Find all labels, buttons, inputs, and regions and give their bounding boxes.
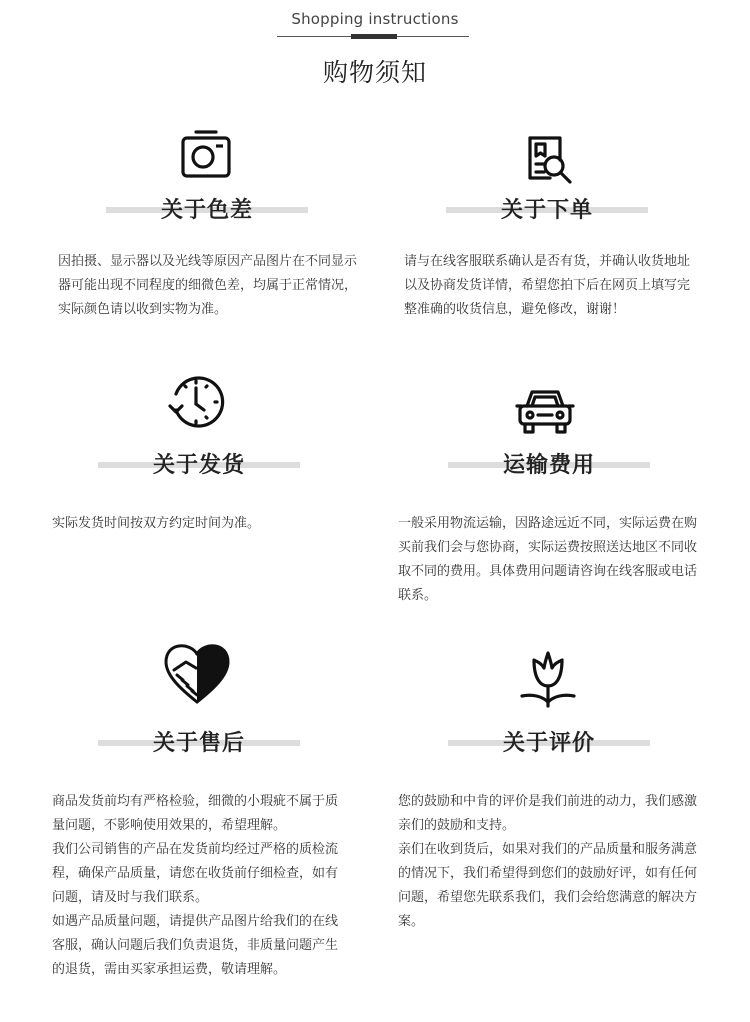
section-text-ordering [404, 250, 696, 322]
car-icon [515, 384, 575, 444]
page-title: 购物须知 [322, 58, 427, 87]
search-document-icon [520, 132, 580, 192]
section-paragraph: 一般采用物流运输，因路途远近不同，实际运费在购买前我们会与您协商，实际运费按照送达地区不同收取不同的费用。具体费用问题请咨询在线客服或电话联系。 [398, 516, 698, 603]
section-paragraph: 您的鼓励和中肯的评价是我们前进的动力，我们感激亲们的鼓励和支持。 [398, 794, 698, 833]
section-paragraph: 如遇产品质量问题，请提供产品图片给我们的在线客服，确认问题后我们负责退货，非质量问题产生的退货，需由买家承担运费，敬请理解。 [52, 914, 339, 977]
section-heading-color-diff: 关于色差 [160, 198, 253, 223]
section-text-shipping [52, 512, 352, 536]
section-text-color-diff [58, 250, 358, 322]
camera-icon [176, 126, 236, 186]
section-heading-freight: 运输费用 [502, 453, 595, 478]
section-heading-ordering: 关于下单 [500, 198, 593, 223]
section-paragraph: 商品发货前均有严格检验，细微的小瑕疵不属于质量问题，不影响使用效果的，希望理解。 [52, 794, 339, 833]
section-heading-shipping: 关于发货 [152, 453, 245, 478]
section-text-freight [398, 512, 698, 608]
section-text-reviews [398, 790, 698, 934]
tulip-icon [518, 648, 578, 708]
section-paragraph: 亲们在收到货后，如果对我们的产品质量和服务满意的情况下，我们希望得到您们的鼓励好评，如有任何问题，希望您先联系我们，我们会给您满意的解决方案。 [398, 842, 698, 929]
section-heading-after-sales: 关于售后 [152, 731, 245, 756]
section-heading-reviews: 关于评价 [502, 731, 595, 756]
section-paragraph: 我们公司销售的产品在发货前均经过严格的质检流程，确保产品质量，请您在收货前仔细检查，如有问题，请及时与我们联系。 [52, 842, 339, 905]
section-paragraph: 请与在线客服联系确认是否有货，并确认收货地址以及协商发货详情，希望您拍下后在网页上填写完整准确的收货信息，避免修改，谢谢！ [404, 254, 691, 317]
header-divider-accent [351, 34, 397, 39]
clock-icon [166, 372, 226, 432]
section-paragraph: 因拍摄、显示器以及光线等原因产品图片在不同显示器可能出现不同程度的细微色差，均属于正常情况，实际颜色请以收到实物为准。 [58, 254, 358, 317]
section-text-after-sales [52, 790, 350, 982]
section-paragraph: 实际发货时间按双方约定时间为准。 [52, 516, 261, 531]
header-subtitle: Shopping instructions [291, 10, 459, 28]
handshake-heart-icon [162, 640, 232, 706]
